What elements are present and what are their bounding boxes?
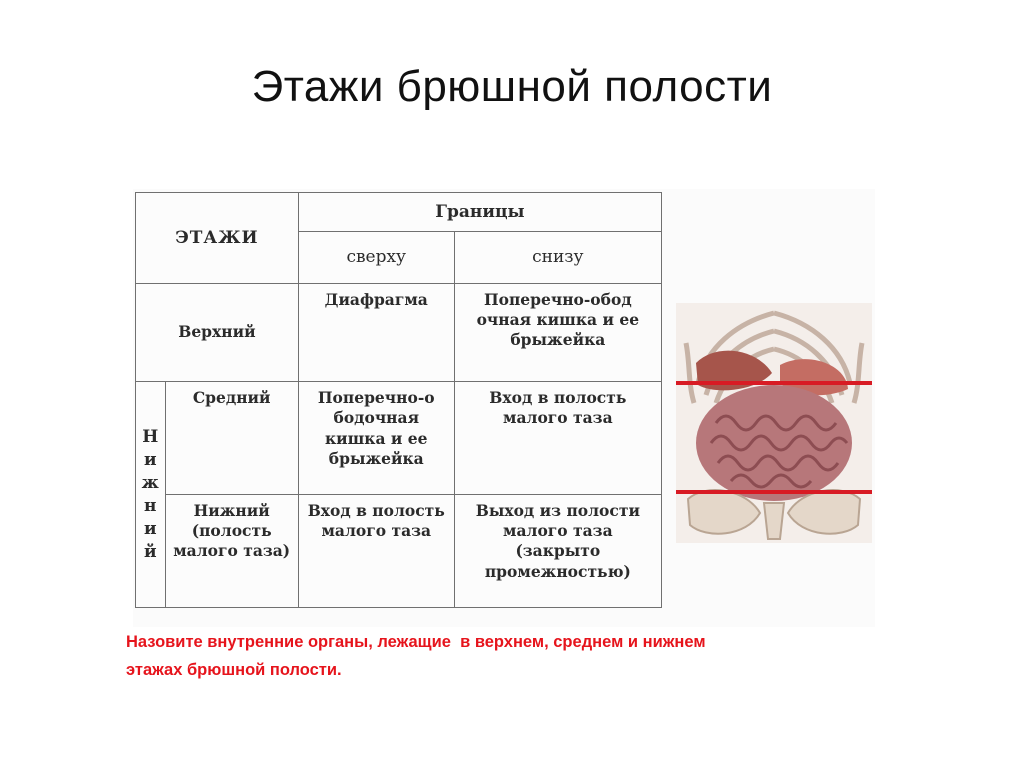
lower-group-letter: н: [144, 495, 157, 516]
row-upper-below: Поперечно-обод очная кишка и ее брыжейка: [454, 283, 661, 382]
lower-group-letter: ж: [141, 472, 159, 493]
intestines-shape: [696, 385, 852, 501]
row-middle-name: Средний: [165, 382, 298, 495]
row-upper-name: Верхний: [136, 283, 299, 382]
middle-floor-boundary-marker: [676, 381, 872, 385]
header-below: снизу: [454, 232, 661, 283]
header-bounds: Границы: [298, 193, 661, 232]
row-lower-name: Нижний (полость малого таза): [165, 495, 298, 608]
lower-group-label: [136, 382, 166, 608]
header-floors: ЭТАЖИ: [136, 193, 299, 284]
lower-group-letter: и: [143, 449, 157, 470]
lower-group-letter: и: [143, 518, 157, 539]
row-middle-below: Вход в полость малого таза: [454, 382, 661, 495]
lower-group-letter: Н: [142, 426, 159, 447]
row-lower-above: Вход в полость малого таза: [298, 495, 454, 608]
question-line-2: этажах брюшной полости.: [126, 661, 342, 679]
question-line-1: Назовите внутренние органы, лежащие в верхнем, среднем и нижнем: [126, 633, 706, 651]
row-middle-above: Поперечно-о бодочная кишка и ее брыжейка: [298, 382, 454, 495]
row-lower-below: Выход из полости малого таза (закрыто промежностью): [454, 495, 661, 608]
header-above: сверху: [298, 232, 454, 283]
abdominal-floors-table: [135, 192, 662, 608]
question-text: [126, 628, 946, 684]
lower-floor-boundary-marker: [676, 490, 872, 494]
slide-title: Этажи брюшной полости: [251, 62, 773, 111]
abdomen-anatomy-image: [676, 303, 872, 543]
row-upper-above: Диафрагма: [298, 283, 454, 382]
lower-group-letter: й: [143, 541, 157, 562]
